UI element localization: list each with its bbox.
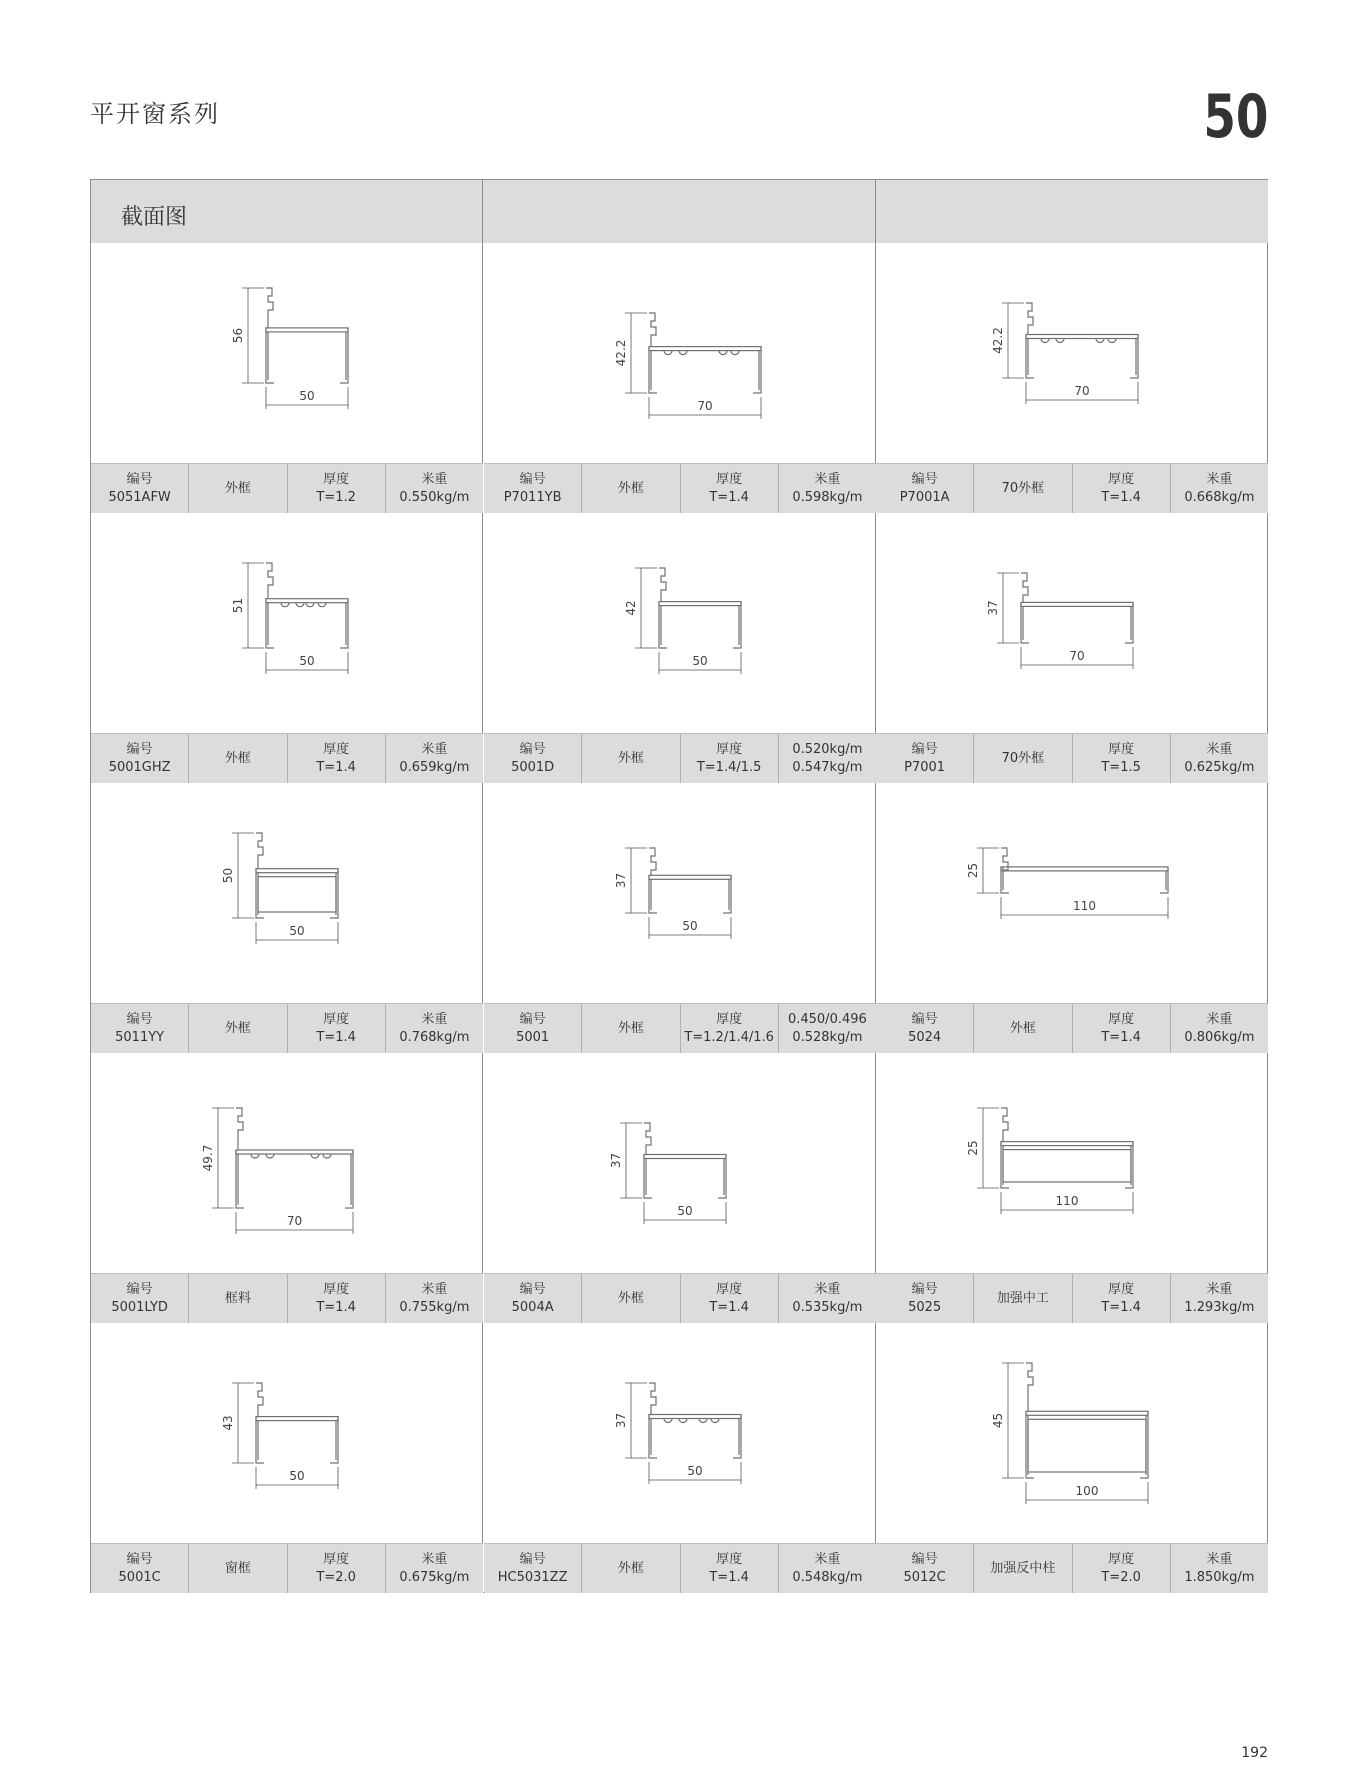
name-block (582, 1544, 680, 1593)
profile-code: P7011YB (503, 489, 562, 505)
profile-name: 加强反中柱 (990, 1560, 1056, 1576)
profile-info-bar (876, 733, 1268, 783)
weight-block (386, 1004, 483, 1053)
profile-info-bar (484, 463, 876, 513)
profile-name: 70外框 (1001, 750, 1045, 766)
name-block (582, 734, 680, 783)
thickness-block (1073, 1274, 1171, 1323)
profile-thickness: T=2.0 (1101, 1569, 1141, 1585)
profile-thickness: T=1.4 (316, 1299, 356, 1315)
width-dimension: 110 (1055, 1194, 1079, 1208)
weight-line-1: 米重 (1206, 741, 1233, 757)
height-dimension: 37 (609, 1152, 623, 1169)
profile-code: 5001C (118, 1569, 161, 1585)
profile-cell (484, 1053, 876, 1323)
section-drawing (484, 783, 876, 1003)
weight-line-2: 0.768kg/m (399, 1029, 470, 1045)
weight-line-1: 米重 (421, 1551, 448, 1567)
profile-thickness: T=1.4 (1101, 1299, 1141, 1315)
thickness-label: 厚度 (716, 741, 743, 757)
weight-line-2: 0.528kg/m (792, 1029, 863, 1045)
thickness-block (288, 734, 386, 783)
height-dimension: 43 (221, 1415, 235, 1431)
profile-info-bar (484, 1273, 876, 1323)
thickness-label: 厚度 (716, 471, 743, 487)
code-label: 编号 (519, 1551, 546, 1567)
thickness-block (288, 1544, 386, 1593)
height-dimension: 25 (966, 862, 980, 879)
page-number: 192 (1241, 1745, 1268, 1761)
weight-line-2: 0.535kg/m (792, 1299, 863, 1315)
profile-code: 5012C (903, 1569, 946, 1585)
width-dimension: 50 (687, 1464, 703, 1478)
column-header-1 (91, 180, 483, 243)
series-number: 50 (1202, 82, 1268, 152)
weight-line-1: 米重 (814, 1281, 841, 1297)
weight-line-2: 0.550kg/m (399, 489, 470, 505)
section-drawing (91, 1053, 483, 1273)
weight-line-1: 米重 (421, 1281, 448, 1297)
thickness-block (681, 1004, 779, 1053)
profile-table (90, 179, 1268, 1593)
name-block (189, 1544, 287, 1593)
section-drawing (876, 1323, 1268, 1543)
code-block (484, 734, 582, 783)
thickness-label: 厚度 (323, 1011, 350, 1027)
width-dimension: 50 (299, 389, 315, 403)
weight-line-1: 米重 (1206, 471, 1233, 487)
profile-code: 5001GHZ (108, 759, 171, 775)
profile-thickness: T=1.4 (316, 1029, 356, 1045)
section-drawing (91, 243, 483, 463)
profile-code: 5024 (908, 1029, 942, 1045)
weight-block (779, 1274, 876, 1323)
code-label: 编号 (519, 741, 546, 757)
profile-name: 加强中工 (996, 1290, 1049, 1306)
profile-info-bar (91, 1003, 483, 1053)
profile-thickness: T=1.4 (1101, 489, 1141, 505)
weight-line-1: 米重 (421, 741, 448, 757)
name-block (189, 734, 287, 783)
section-drawing (484, 1053, 876, 1273)
profile-cell (876, 1323, 1268, 1593)
profile-info-bar (484, 733, 876, 783)
profile-cell (91, 513, 483, 783)
weight-block (1171, 1004, 1268, 1053)
profile-code: 5011YY (115, 1029, 165, 1045)
width-dimension: 110 (1073, 899, 1096, 913)
thickness-block (681, 734, 779, 783)
weight-line-1: 米重 (1206, 1551, 1233, 1567)
thickness-block (1073, 1544, 1171, 1593)
name-block (974, 1544, 1072, 1593)
thickness-label: 厚度 (323, 1281, 350, 1297)
thickness-label: 厚度 (1108, 1011, 1135, 1027)
weight-block (779, 464, 876, 513)
profile-name: 外框 (617, 1560, 644, 1576)
code-block (91, 1274, 189, 1323)
code-block (91, 734, 189, 783)
profile-info-bar (91, 1273, 483, 1323)
height-dimension: 51 (231, 597, 245, 614)
code-block (91, 464, 189, 513)
width-dimension: 50 (289, 1469, 305, 1483)
code-label: 编号 (519, 471, 546, 487)
code-block (876, 1274, 974, 1323)
code-label: 编号 (126, 1281, 153, 1297)
weight-line-2: 0.547kg/m (792, 759, 863, 775)
weight-line-2: 0.548kg/m (792, 1569, 863, 1585)
code-block (876, 1004, 974, 1053)
weight-line-2: 0.668kg/m (1184, 489, 1255, 505)
profile-name: 窗框 (224, 1560, 251, 1576)
thickness-label: 厚度 (1108, 741, 1135, 757)
code-block (876, 734, 974, 783)
code-block (484, 464, 582, 513)
profile-cell (91, 243, 483, 513)
name-block (582, 1274, 680, 1323)
height-dimension: 42 (624, 600, 638, 616)
section-drawing (484, 513, 876, 733)
thickness-label: 厚度 (716, 1551, 743, 1567)
height-dimension: 37 (614, 1412, 628, 1429)
page-title: 平开窗系列 (90, 100, 220, 128)
profile-cell (91, 1053, 483, 1323)
weight-line-2: 0.659kg/m (399, 759, 470, 775)
weight-line-1: 米重 (421, 471, 448, 487)
profile-info-bar (876, 463, 1268, 513)
code-label: 编号 (519, 1281, 546, 1297)
profile-code: 5025 (908, 1299, 942, 1315)
profile-thickness: T=1.4 (1101, 1029, 1141, 1045)
weight-block (386, 1544, 483, 1593)
name-block (974, 1004, 1072, 1053)
profile-info-bar (484, 1003, 876, 1053)
profile-cell (484, 783, 876, 1053)
name-block (582, 464, 680, 513)
profile-code: 5051AFW (108, 489, 171, 505)
weight-block (1171, 464, 1268, 513)
weight-block (779, 734, 876, 783)
weight-block (779, 1544, 876, 1593)
profile-cell (91, 783, 483, 1053)
code-label: 编号 (911, 1551, 938, 1567)
weight-block (779, 1004, 876, 1053)
profile-code: 5001D (511, 759, 555, 775)
height-dimension: 45 (991, 1412, 1005, 1429)
weight-block (386, 464, 483, 513)
weight-line-1: 0.520kg/m (792, 741, 863, 757)
profile-thickness: T=1.4/1.5 (696, 759, 762, 775)
code-block (91, 1544, 189, 1593)
section-drawing (91, 783, 483, 1003)
width-dimension: 50 (299, 654, 315, 668)
profile-cell (876, 513, 1268, 783)
width-dimension: 70 (1069, 649, 1085, 663)
profile-cell (91, 1323, 483, 1593)
thickness-label: 厚度 (1108, 1281, 1135, 1297)
weight-line-2: 0.675kg/m (399, 1569, 470, 1585)
profile-info-bar (876, 1003, 1268, 1053)
thickness-block (288, 1004, 386, 1053)
code-label: 编号 (126, 1011, 153, 1027)
section-drawing (876, 513, 1268, 733)
thickness-label: 厚度 (716, 1281, 743, 1297)
width-dimension: 50 (677, 1204, 693, 1218)
code-block (876, 1544, 974, 1593)
profile-code: 5001LYD (111, 1299, 168, 1315)
profile-name: 外框 (224, 1020, 251, 1036)
code-block (91, 1004, 189, 1053)
profile-name: 外框 (617, 1290, 644, 1306)
weight-line-1: 0.450/0.496 (787, 1011, 867, 1027)
height-dimension: 56 (231, 327, 245, 344)
thickness-label: 厚度 (323, 1551, 350, 1567)
height-dimension: 42.2 (614, 339, 628, 367)
column-header-3 (876, 180, 1268, 243)
section-drawing (484, 1323, 876, 1543)
thickness-label: 厚度 (1108, 471, 1135, 487)
weight-block (1171, 734, 1268, 783)
height-dimension: 25 (966, 1140, 980, 1156)
thickness-block (1073, 1004, 1171, 1053)
profile-info-bar (91, 1543, 483, 1593)
name-block (974, 734, 1072, 783)
profile-code: P7001A (899, 489, 950, 505)
profile-info-bar (91, 463, 483, 513)
profile-name: 外框 (224, 480, 251, 496)
profile-info-bar (876, 1273, 1268, 1323)
name-block (189, 1274, 287, 1323)
weight-line-1: 米重 (814, 1551, 841, 1567)
thickness-block (288, 464, 386, 513)
weight-line-1: 米重 (1206, 1011, 1233, 1027)
code-label: 编号 (911, 741, 938, 757)
thickness-label: 厚度 (1108, 1551, 1135, 1567)
height-dimension: 37 (614, 872, 628, 889)
profile-name: 70外框 (1001, 480, 1045, 496)
weight-line-2: 1.850kg/m (1184, 1569, 1255, 1585)
thickness-block (288, 1274, 386, 1323)
profile-thickness: T=1.4 (316, 759, 356, 775)
thickness-block (1073, 734, 1171, 783)
thickness-label: 厚度 (716, 1011, 743, 1027)
code-label: 编号 (126, 1551, 153, 1567)
weight-block (1171, 1544, 1268, 1593)
profile-info-bar (484, 1543, 876, 1593)
name-block (189, 1004, 287, 1053)
width-dimension: 50 (289, 924, 305, 938)
thickness-block (681, 1274, 779, 1323)
profile-thickness: T=1.2 (316, 489, 356, 505)
profile-cell (876, 783, 1268, 1053)
thickness-label: 厚度 (323, 471, 350, 487)
weight-line-2: 0.755kg/m (399, 1299, 470, 1315)
profile-name: 外框 (617, 1020, 644, 1036)
code-label: 编号 (126, 471, 153, 487)
section-label: 截面图 (121, 205, 188, 230)
weight-block (386, 1274, 483, 1323)
weight-line-2: 0.625kg/m (1184, 759, 1255, 775)
code-label: 编号 (519, 1011, 546, 1027)
profile-name: 外框 (617, 750, 644, 766)
thickness-block (681, 464, 779, 513)
section-drawing (876, 243, 1268, 463)
profile-cell (484, 1323, 876, 1593)
profile-thickness: T=1.4 (709, 1299, 749, 1315)
profile-name: 外框 (224, 750, 251, 766)
section-drawing (484, 243, 876, 463)
profile-info-bar (91, 733, 483, 783)
profile-thickness: T=1.4 (709, 1569, 749, 1585)
weight-block (386, 734, 483, 783)
name-block (974, 1274, 1072, 1323)
name-block (582, 1004, 680, 1053)
weight-line-1: 米重 (814, 471, 841, 487)
profile-name: 外框 (1009, 1020, 1036, 1036)
profile-thickness: T=1.4 (709, 489, 749, 505)
width-dimension: 50 (682, 919, 698, 933)
column-header-2 (483, 180, 876, 243)
profile-cell (876, 1053, 1268, 1323)
profile-thickness: T=2.0 (316, 1569, 356, 1585)
weight-line-1: 米重 (1206, 1281, 1233, 1297)
height-dimension: 42.2 (991, 327, 1005, 354)
profile-info-bar (876, 1543, 1268, 1593)
code-block (484, 1004, 582, 1053)
height-dimension: 37 (986, 600, 1000, 616)
section-drawing (91, 1323, 483, 1543)
weight-line-1: 米重 (421, 1011, 448, 1027)
profile-thickness: T=1.5 (1101, 759, 1141, 775)
weight-line-2: 0.598kg/m (792, 489, 863, 505)
width-dimension: 100 (1075, 1484, 1099, 1498)
profile-code: 5001 (516, 1029, 550, 1045)
code-label: 编号 (911, 1281, 938, 1297)
section-drawing (876, 783, 1268, 1003)
profile-cell (484, 243, 876, 513)
profile-code: P7001 (904, 759, 946, 775)
code-label: 编号 (911, 471, 938, 487)
name-block (189, 464, 287, 513)
width-dimension: 70 (1074, 384, 1090, 398)
section-drawing (876, 1053, 1268, 1273)
profile-name: 框料 (224, 1290, 251, 1306)
width-dimension: 70 (697, 399, 713, 413)
profile-code: 5004A (511, 1299, 554, 1315)
code-label: 编号 (911, 1011, 938, 1027)
weight-line-2: 1.293kg/m (1184, 1299, 1255, 1315)
height-dimension: 49.7 (201, 1144, 215, 1172)
code-block (484, 1274, 582, 1323)
thickness-block (1073, 464, 1171, 513)
code-block (876, 464, 974, 513)
thickness-label: 厚度 (323, 741, 350, 757)
weight-block (1171, 1274, 1268, 1323)
profile-cell (876, 243, 1268, 513)
profile-cell (484, 513, 876, 783)
weight-line-2: 0.806kg/m (1184, 1029, 1255, 1045)
thickness-block (681, 1544, 779, 1593)
height-dimension: 50 (221, 867, 235, 884)
section-drawing (91, 513, 483, 733)
width-dimension: 50 (692, 654, 708, 668)
name-block (974, 464, 1072, 513)
code-label: 编号 (126, 741, 153, 757)
width-dimension: 70 (286, 1214, 303, 1228)
profile-name: 外框 (617, 480, 644, 496)
code-block (484, 1544, 582, 1593)
profile-code: HC5031ZZ (497, 1569, 568, 1585)
profile-thickness: T=1.2/1.4/1.6 (684, 1029, 774, 1045)
